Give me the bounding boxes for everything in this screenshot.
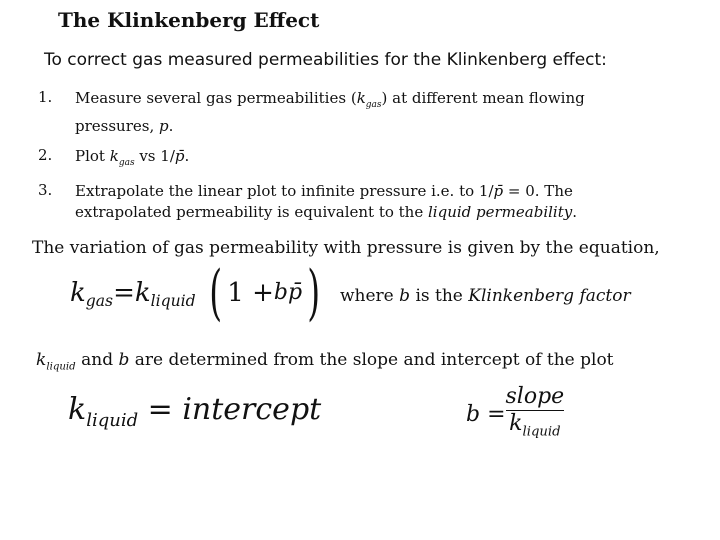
left-paren: ( bbox=[209, 258, 223, 328]
step-text: ) at different mean flowing pressures, bbox=[75, 89, 585, 135]
step-number: 1. bbox=[38, 88, 53, 106]
klinkenberg-equation bbox=[70, 258, 326, 328]
math-lhs: b = bbox=[466, 402, 506, 428]
right-paren: ) bbox=[307, 258, 321, 328]
math-op: = bbox=[113, 278, 135, 308]
fraction bbox=[274, 282, 302, 304]
math-sub: liquid bbox=[150, 292, 196, 311]
math-rhs: = intercept bbox=[138, 392, 322, 427]
where-text: where bbox=[340, 286, 400, 306]
step-text: . bbox=[572, 203, 577, 221]
math-var: k bbox=[70, 278, 86, 308]
math-sub: gas bbox=[85, 292, 114, 311]
fraction bbox=[506, 386, 565, 443]
step-1 bbox=[38, 88, 658, 137]
determined-text bbox=[36, 350, 614, 372]
where-text: is the bbox=[410, 286, 469, 306]
math-sub: liquid bbox=[46, 361, 76, 373]
math-var: p̄ bbox=[493, 182, 504, 200]
step-text: vs 1/ bbox=[134, 147, 175, 165]
math-var: k bbox=[356, 89, 366, 107]
numerator: b bbox=[273, 280, 288, 305]
det-text: are determined from the slope and intercept of the plot bbox=[129, 350, 614, 370]
math-op: 1 + bbox=[227, 278, 274, 308]
step-text: Plot bbox=[75, 147, 110, 165]
step-2 bbox=[38, 146, 658, 174]
numerator: slope bbox=[505, 384, 565, 409]
step-text: Measure several gas permeabilities ( bbox=[75, 89, 357, 107]
math-sub: liquid bbox=[522, 424, 561, 440]
intercept-equation bbox=[68, 392, 321, 431]
step-number: 3. bbox=[38, 181, 53, 199]
step-text: Extrapolate the linear plot to infinite pressure i.e. to 1/ bbox=[75, 182, 494, 200]
variation-text: The variation of gas permeability with pressure is given by the equation, bbox=[32, 238, 660, 258]
intro-text: To correct gas measured permeabilities for the Klinkenberg effect: bbox=[44, 50, 607, 70]
step-3 bbox=[38, 181, 658, 223]
math-sub: gas bbox=[118, 158, 135, 168]
det-text: and bbox=[75, 350, 119, 370]
step-number: 2. bbox=[38, 146, 53, 164]
denominator: p̄ bbox=[287, 280, 303, 305]
step-text: = 0. The extrapolated permeability is equivalent to the bbox=[75, 182, 573, 221]
step-text: . bbox=[168, 117, 174, 135]
math-var: b bbox=[399, 286, 411, 306]
emphasis-text: Klinkenberg factor bbox=[468, 286, 631, 306]
math-var: k bbox=[36, 350, 47, 370]
slope-equation bbox=[466, 386, 564, 443]
math-var: p bbox=[159, 117, 169, 135]
math-var: k bbox=[68, 392, 87, 427]
math-var: k bbox=[509, 411, 523, 436]
math-var: p̄ bbox=[174, 147, 185, 165]
math-var: k bbox=[134, 278, 151, 308]
math-var: b bbox=[118, 350, 130, 370]
step-text: . bbox=[184, 147, 190, 165]
emphasis-text: liquid permeability bbox=[428, 203, 573, 221]
page-title: The Klinkenberg Effect bbox=[58, 8, 320, 32]
where-clause bbox=[340, 286, 631, 306]
math-var: k bbox=[109, 147, 119, 165]
denominator bbox=[506, 413, 565, 443]
math-sub: liquid bbox=[86, 410, 139, 431]
math-sub: gas bbox=[365, 100, 382, 110]
